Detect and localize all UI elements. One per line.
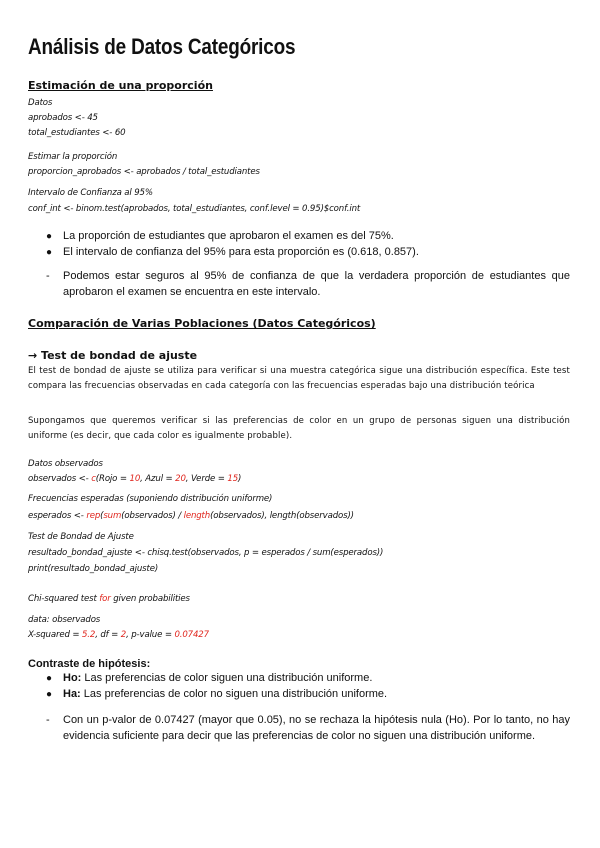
code-line: Datos observados [28, 459, 103, 469]
code-line: Test de Bondad de Ajuste [28, 532, 134, 542]
ha-text: Las preferencias de color no siguen una distribución uniforme. [80, 688, 388, 700]
bullet-icon: ● [46, 673, 53, 684]
code-line: Intervalo de Confianza al 95% [28, 188, 153, 198]
h0-text: Las preferencias de color siguen una distribución uniforme. [81, 672, 373, 684]
list-item-text: El intervalo de confianza del 95% para esta proporción es (0.618, 0.857). [63, 246, 419, 258]
dash-item [46, 268, 570, 300]
paragraph-example: Supongamos que queremos verificar si las preferencias de color en un grupo de personas siguen una distribución uniforme (es decir, que cada color es igualmente probable). [28, 416, 570, 441]
code-line: conf_int <- binom.test(aprobados, total_estudiantes, conf.level = 0.95)$conf.int [28, 204, 361, 214]
code-output-line: X-squared = 5.2, df = 2, p-value = 0.07427 [28, 630, 209, 640]
dash-icon: - [46, 714, 50, 726]
list-item [46, 245, 570, 260]
code-line: print(resultado_bondad_ajuste) [28, 564, 159, 574]
section-heading-proporcion: Estimación de una proporción [28, 79, 213, 92]
code-line: Estimar la proporción [28, 152, 118, 162]
conclusion-text: Con un p-valor de 0.07427 (mayor que 0.05), no se rechaza la hipótesis nula (Ho). Por lo tanto, no hay evidencia suficiente para decir que las preferencias de color no siguen una distribución uniforme. [63, 714, 570, 742]
subsection-heading-bondad: → Test de bondad de ajuste [28, 349, 198, 362]
code-line: aprobados <- 45 [28, 113, 98, 123]
contrast-heading: Contraste de hipótesis: [28, 658, 151, 670]
ha-label: Ha: [63, 688, 81, 700]
code-line: Datos [28, 98, 53, 108]
section-heading-comparacion: Comparación de Varias Poblaciones (Datos Categóricos) [28, 317, 376, 330]
code-line: proporcion_aprobados <- aprobados / total_estudiantes [28, 167, 260, 177]
list-item [46, 229, 570, 244]
list-item-ha [46, 687, 570, 702]
bullet-icon: ● [46, 231, 53, 242]
h0-label: Ho: [63, 672, 82, 684]
bullet-icon: ● [46, 247, 53, 258]
paragraph-intro: El test de bondad de ajuste se utiliza para verificar si una muestra categórica sigue una distribución específica. Este test compara las frecuencias observadas en cada categoría con las frecuencias esperadas bajo una distribución teórica [28, 366, 570, 391]
code-line: observados <- c(Rojo = 10, Azul = 20, Verde = 15) [28, 474, 242, 484]
dash-item-conclusion [46, 712, 570, 744]
page-title: Análisis de Datos Categóricos [28, 34, 296, 59]
code-output-line: data: observados [28, 615, 101, 625]
bullet-icon: ● [46, 689, 53, 700]
code-line: esperados <- rep(sum(observados) / length(observados), length(observados)) [28, 511, 354, 521]
list-item-h0 [46, 671, 570, 686]
code-output-line: Chi-squared test for given probabilities [28, 594, 190, 604]
code-line: Frecuencias esperadas (suponiendo distribución uniforme) [28, 494, 273, 504]
code-line: resultado_bondad_ajuste <- chisq.test(observados, p = esperados / sum(esperados)) [28, 548, 384, 558]
list-item-text: La proporción de estudiantes que aprobaron el examen es del 75%. [63, 230, 394, 242]
code-line: total_estudiantes <- 60 [28, 128, 126, 138]
dash-item-text: Podemos estar seguros al 95% de confianza de que la verdadera proporción de estudiantes que aprobaron el examen se encuentra en este intervalo. [63, 270, 570, 298]
dash-icon: - [46, 270, 50, 282]
